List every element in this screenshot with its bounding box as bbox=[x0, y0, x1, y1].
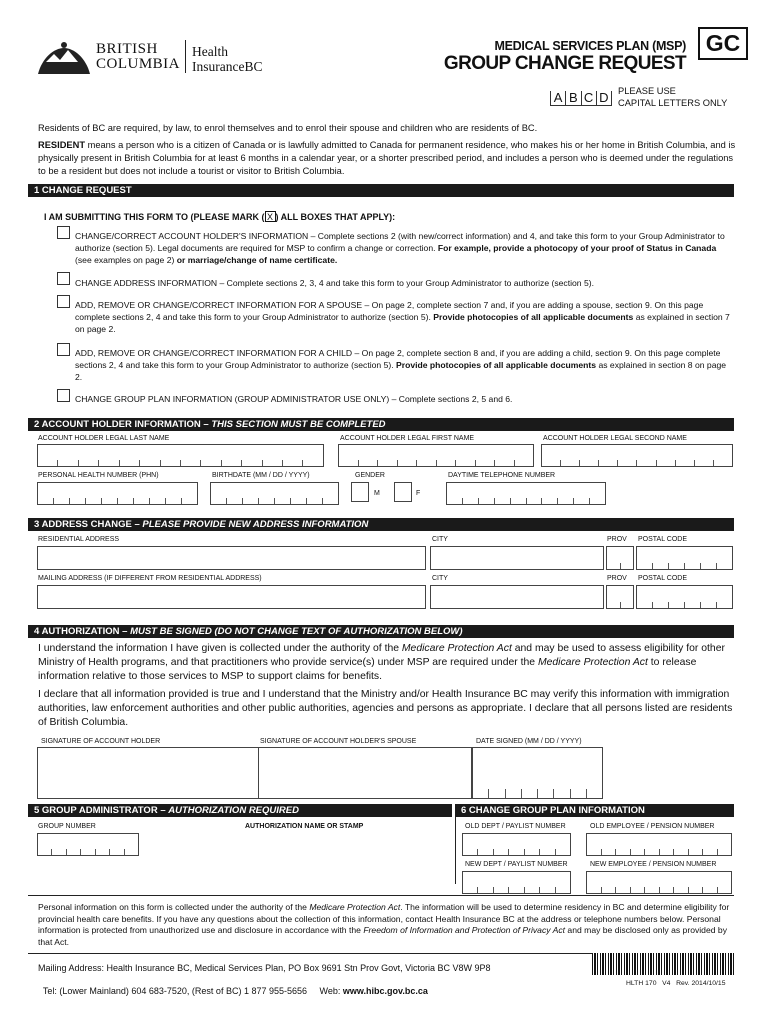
instruction-a: I AM SUBMITTING THIS FORM TO (PLEASE MARK ( bbox=[44, 212, 265, 222]
privacy-d: Freedom of Information and Protection of Privacy Act bbox=[363, 925, 566, 935]
option-child bbox=[75, 347, 735, 383]
res-prov-field[interactable] bbox=[606, 546, 634, 570]
signature-holder-field[interactable] bbox=[37, 747, 259, 799]
section-4-title-italic: MUST BE SIGNED (DO NOT CHANGE TEXT OF AUTHORIZATION BELOW) bbox=[130, 626, 463, 637]
logo-line-1: BRITISH bbox=[96, 41, 158, 57]
residential-label: RESIDENTIAL ADDRESS bbox=[38, 536, 120, 543]
section-5-title: 5 GROUP ADMINISTRATOR – bbox=[34, 805, 169, 816]
option-bold: Provide photocopies of all applicable documents bbox=[433, 312, 634, 322]
auth-name-label: AUTHORIZATION NAME OR STAMP bbox=[245, 823, 364, 830]
form-program: MEDICAL SERVICES PLAN (MSP) bbox=[494, 39, 686, 53]
option-checkbox-account-holder[interactable] bbox=[57, 226, 70, 239]
residential-field[interactable] bbox=[37, 546, 426, 570]
caps-note bbox=[618, 85, 727, 109]
resident-definition bbox=[38, 139, 738, 178]
caps-note-line-1: PLEASE USE bbox=[618, 86, 676, 96]
option-spouse bbox=[75, 299, 735, 335]
sun-mountain-icon bbox=[36, 40, 92, 74]
option-checkbox-spouse[interactable] bbox=[57, 295, 70, 308]
birthdate-field[interactable] bbox=[210, 482, 339, 505]
resident-bold: RESIDENT bbox=[38, 140, 86, 150]
old-emp-label: OLD EMPLOYEE / PENSION NUMBER bbox=[590, 823, 715, 830]
res-postal-field[interactable] bbox=[636, 546, 733, 570]
old-emp-field[interactable] bbox=[586, 833, 732, 856]
last-name-label: ACCOUNT HOLDER LEGAL LAST NAME bbox=[38, 435, 170, 442]
caps-letter: A bbox=[550, 91, 565, 106]
logo-wordmark bbox=[96, 42, 180, 72]
section-4-header bbox=[28, 625, 734, 638]
new-dept-field[interactable] bbox=[462, 871, 571, 894]
option-text: ADD, REMOVE OR CHANGE/CORRECT INFORMATION FOR A CHILD – On page 2, complete section 8 and, if you are adding a child, section 9. On this page complete sections 2, 4 and take this form to your Group Administrator to authorize (section 5). bbox=[75, 348, 721, 370]
date-signed-field[interactable] bbox=[472, 747, 603, 799]
option-bold2: or marriage/change of name certificate. bbox=[176, 255, 338, 265]
old-dept-field[interactable] bbox=[462, 833, 571, 856]
mail-postal-label: POSTAL CODE bbox=[638, 575, 688, 582]
gender-m-box[interactable] bbox=[351, 482, 369, 502]
birthdate-label: BIRTHDATE (MM / DD / YYYY) bbox=[212, 472, 310, 479]
option-checkbox-address[interactable] bbox=[57, 272, 70, 285]
res-prov-label: PROV bbox=[607, 536, 627, 543]
privacy-c: . The information will be used to determine residency in BC and determine eligibility for provincial health care benefits. If you have any questions about the collection of this information, contact Health Insurance BC at the address or telephone numbers below. Personal information is protected from unauthorized use and disclosure in accordance with the bbox=[38, 902, 730, 935]
resident-text: means a person who is a citizen of Canada or is lawfully admitted to Canada for permanent residence, who makes his or her home in British Columbia, and is physically present in British Columbia for at least 6 months in a calendar year, or a shorter prescribed period, and includes a person who is deemed under the regulations to be a resident but does not include a tourist or visitor to British Columbia. bbox=[38, 140, 736, 176]
option-text2: as explained in section 8 on page 2. bbox=[75, 360, 727, 382]
option-text: CHANGE GROUP PLAN INFORMATION (GROUP ADMINISTRATOR USE ONLY) – Complete sections 2, 5 and 6. bbox=[75, 394, 513, 404]
p1e: to release information relative to those services to MSP to support claims for benefits. bbox=[38, 657, 697, 682]
caps-note-line-2: CAPITAL LETTERS ONLY bbox=[618, 98, 728, 108]
mail-prov-field[interactable] bbox=[606, 585, 634, 609]
ministry-line-2: InsuranceBC bbox=[192, 59, 263, 74]
section-6-title: 6 CHANGE GROUP PLAN INFORMATION bbox=[461, 805, 645, 816]
res-postal-label: POSTAL CODE bbox=[638, 536, 688, 543]
section-5-title-italic: AUTHORIZATION REQUIRED bbox=[168, 805, 299, 816]
new-emp-field[interactable] bbox=[586, 871, 732, 894]
option-text: CHANGE/CORRECT ACCOUNT HOLDER'S INFORMATION – Complete sections 2 (with new/correct information) and 4, and take this form to your Group Administrator to authorize (section 5). Legal documents are required for MSP to confirm a change or correction. bbox=[75, 231, 725, 253]
website-link[interactable]: www.hibc.gov.bc.ca bbox=[342, 986, 428, 996]
gender-f-box[interactable] bbox=[394, 482, 412, 502]
mailing-field[interactable] bbox=[37, 585, 426, 609]
gender-m-label: M bbox=[374, 490, 380, 497]
option-checkbox-child[interactable] bbox=[57, 343, 70, 356]
section-1-instruction bbox=[44, 211, 395, 222]
option-text: ADD, REMOVE OR CHANGE/CORRECT INFORMATION FOR A SPOUSE – On page 2, complete section 7 and, if you are adding a spouse, section 9. On this page complete sections 2, 4 and take this form to your Group Administrator to authorize (section 5). bbox=[75, 300, 704, 322]
new-dept-label: NEW DEPT / PAYLIST NUMBER bbox=[465, 861, 568, 868]
second-name-label: ACCOUNT HOLDER LEGAL SECOND NAME bbox=[543, 435, 687, 442]
section-6-header bbox=[455, 804, 734, 817]
caps-letter: D bbox=[596, 91, 612, 106]
instruction-b: ) ALL BOXES THAT APPLY): bbox=[275, 212, 396, 222]
section-3-title-italic: PLEASE PROVIDE NEW ADDRESS INFORMATION bbox=[142, 519, 369, 530]
p1b: Medicare Protection Act bbox=[401, 643, 512, 654]
option-bold: Provide photocopies of all applicable documents bbox=[396, 360, 597, 370]
second-name-field[interactable] bbox=[541, 444, 733, 467]
section-3-title: 3 ADDRESS CHANGE – bbox=[34, 519, 143, 530]
ministry-line-1: Health bbox=[192, 44, 228, 59]
signature-spouse-field[interactable] bbox=[258, 747, 472, 799]
new-emp-label: NEW EMPLOYEE / PENSION NUMBER bbox=[590, 861, 717, 868]
barcode bbox=[592, 953, 734, 975]
form-title: GROUP CHANGE REQUEST bbox=[443, 53, 686, 74]
caps-example bbox=[550, 91, 612, 106]
bc-logo bbox=[36, 40, 92, 74]
date-signed-label: DATE SIGNED (MM / DD / YYYY) bbox=[476, 738, 582, 745]
privacy-e: and may be disclosed only as provided by that Act. bbox=[38, 925, 727, 947]
ministry-wordmark bbox=[192, 44, 262, 74]
option-address bbox=[75, 277, 735, 289]
caps-letter: C bbox=[581, 91, 596, 106]
section-2-title-italic: THIS SECTION MUST BE COMPLETED bbox=[211, 419, 386, 430]
caps-letter: B bbox=[565, 91, 580, 106]
phn-label: PERSONAL HEALTH NUMBER (PHN) bbox=[38, 472, 159, 479]
form-code-box bbox=[698, 27, 748, 60]
logo-line-2: COLUMBIA bbox=[96, 56, 181, 72]
mail-postal-field[interactable] bbox=[636, 585, 733, 609]
option-text2: (see examples on page 2) bbox=[75, 255, 177, 265]
phone-field[interactable] bbox=[446, 482, 606, 505]
option-text: CHANGE ADDRESS INFORMATION – Complete sections 2, 3, 4 and take this form to your Group Administrator to authorize (section 5). bbox=[75, 278, 595, 288]
option-group-plan bbox=[75, 393, 735, 405]
authorization-paragraph-2: I declare that all information provided is true and I understand that the Ministry and/or Health Insurance BC may verify this information with immigration authorities, law enforcement authorities and other public authorities, agencies and persons as appropriate. I declare that all persons listed are residents of British Columbia. bbox=[38, 689, 733, 728]
group-number-field[interactable] bbox=[37, 833, 139, 856]
sig-spouse-label: SIGNATURE OF ACCOUNT HOLDER'S SPOUSE bbox=[260, 738, 417, 745]
section-1-title: 1 CHANGE REQUEST bbox=[34, 185, 132, 196]
section-2-title: 2 ACCOUNT HOLDER INFORMATION – bbox=[34, 419, 212, 430]
mailing-address: Mailing Address: Health Insurance BC, Medical Services Plan, PO Box 9691 Stn Prov Govt, Victoria BC V8W 9P8 bbox=[38, 963, 491, 973]
instruction-mark: X bbox=[265, 211, 276, 222]
telephone: Tel: (Lower Mainland) 604 683-7520, (Rest of BC) 1 877 955-5656 Web: bbox=[42, 986, 343, 996]
first-name-label: ACCOUNT HOLDER LEGAL FIRST NAME bbox=[340, 435, 475, 442]
option-bold: For example, provide a photocopy of your proof of Status in Canada bbox=[437, 243, 717, 253]
gender-label: GENDER bbox=[355, 472, 385, 479]
privacy-b: Medicare Protection Act bbox=[309, 902, 401, 912]
sig-holder-label: SIGNATURE OF ACCOUNT HOLDER bbox=[41, 738, 161, 745]
group-number-label: GROUP NUMBER bbox=[38, 823, 96, 830]
res-city-field[interactable] bbox=[430, 546, 604, 570]
section-5-header bbox=[28, 804, 452, 817]
option-checkbox-group-plan[interactable] bbox=[57, 389, 70, 402]
form-code: GC bbox=[705, 30, 741, 56]
p1a: I understand the information I have given is collected under the authority of the bbox=[38, 643, 402, 654]
option-account-holder bbox=[75, 230, 735, 266]
mail-prov-label: PROV bbox=[607, 575, 627, 582]
mail-city-field[interactable] bbox=[430, 585, 604, 609]
section-1-header bbox=[28, 184, 734, 197]
intro-line: Residents of BC are required, by law, to enrol themselves and to enrol their spouse and children who are residents of BC. bbox=[38, 123, 538, 133]
res-city-label: CITY bbox=[432, 536, 448, 543]
section-4-title: 4 AUTHORIZATION – bbox=[34, 626, 131, 637]
privacy-notice bbox=[38, 902, 734, 948]
first-name-field[interactable] bbox=[338, 444, 534, 467]
section-3-header bbox=[28, 518, 734, 531]
phn-field[interactable] bbox=[37, 482, 198, 505]
p1d: Medicare Protection Act bbox=[537, 657, 648, 668]
section-2-header bbox=[28, 418, 734, 431]
old-dept-label: OLD DEPT / PAYLIST NUMBER bbox=[465, 823, 566, 830]
mailing-label: MAILING ADDRESS (IF DIFFERENT FROM RESIDENTIAL ADDRESS) bbox=[38, 575, 262, 582]
form-id: HLTH 170 V4 Rev. 2014/10/15 bbox=[626, 980, 726, 987]
p1c: and may be used to assess eligibility for other Ministry of Health programs, and that practitioners who provide service(s) under MSP are required under the bbox=[38, 643, 725, 668]
phone-label: DAYTIME TELEPHONE NUMBER bbox=[448, 472, 556, 479]
mail-city-label: CITY bbox=[432, 575, 448, 582]
gender-f-label: F bbox=[416, 490, 421, 497]
privacy-a: Personal information on this form is collected under the authority of the bbox=[38, 902, 310, 912]
authorization-paragraph-1 bbox=[38, 642, 738, 684]
last-name-field[interactable] bbox=[37, 444, 324, 467]
option-text2: as explained in section 7 on page 2. bbox=[75, 312, 730, 334]
contact-line bbox=[38, 976, 428, 996]
